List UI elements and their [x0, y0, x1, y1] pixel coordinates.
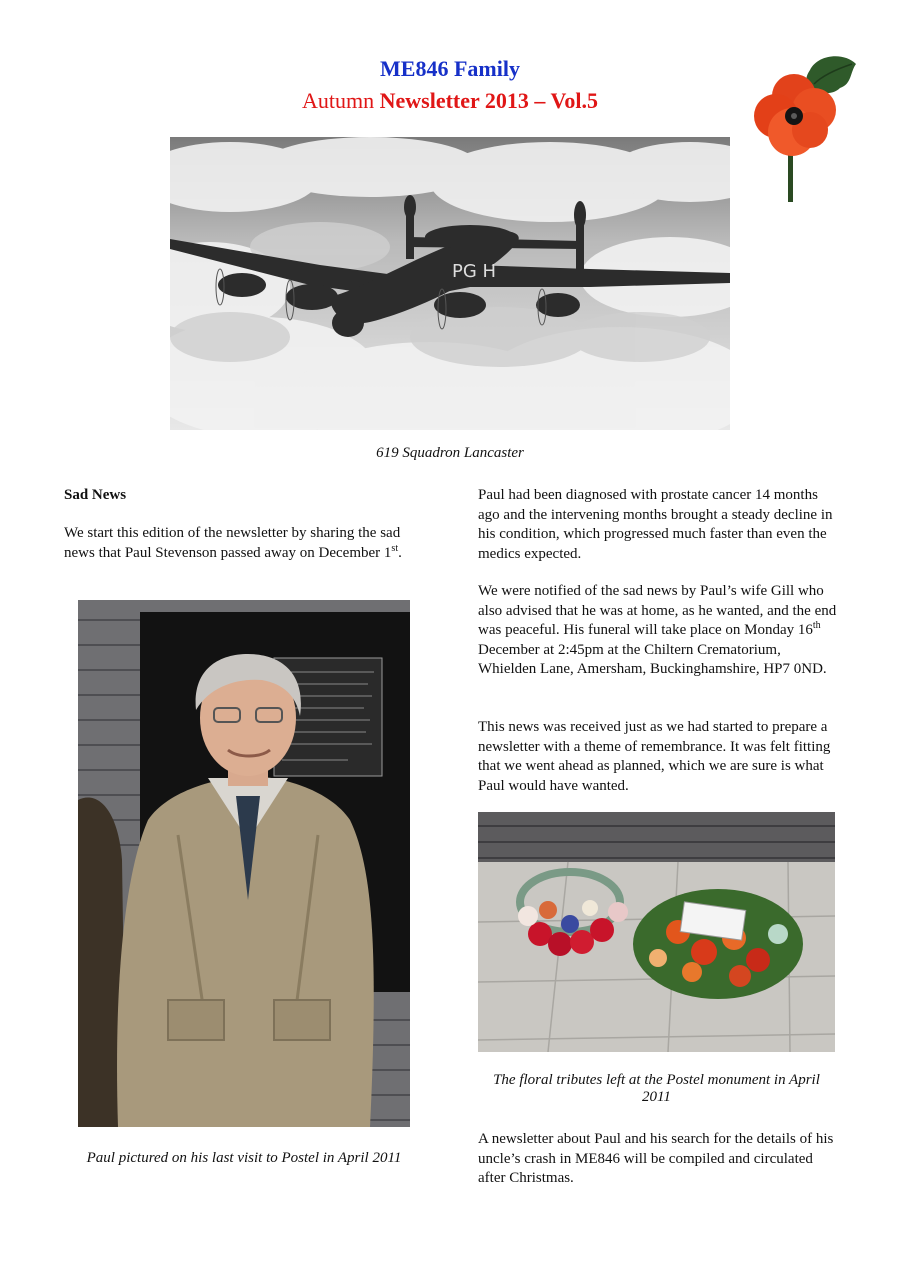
left-paragraph-1-text: We start this edition of the newsletter by sharing the sad news that Paul Stevenson passed away on December 1	[64, 525, 401, 561]
right-paragraph-2	[478, 582, 838, 680]
photo-paul-caption: Paul pictured on his last visit to Postel in April 2011	[86, 1150, 402, 1166]
photo-floral-tributes	[478, 812, 835, 1052]
ordinal-suffix: th	[812, 620, 821, 631]
subtitle-season: Autumn	[302, 88, 380, 113]
section-heading: Sad News	[64, 487, 127, 503]
hero-caption: 619 Squadron Lancaster	[376, 445, 524, 461]
aircraft-code: PG H	[452, 261, 497, 282]
right-paragraph-4: A newsletter about Paul and his search for the details of his uncle’s crash in ME846 will be compiled and circulated after Christmas.	[478, 1131, 834, 1186]
poppy-icon	[752, 50, 862, 206]
left-paragraph-1-end: .	[398, 544, 402, 561]
right-paragraph-3: This news was received just as we had started to prepare a newsletter with a theme of remembrance. It was felt fitting that we went ahead as planned, which we are sure is what Paul would have wanted.	[478, 719, 831, 794]
right-paragraph-1: Paul had been diagnosed with prostate cancer 14 months ago and the intervening months brought a steady decline in his condition, which progressed much faster than even the medics expected.	[478, 487, 833, 562]
left-paragraph-1	[64, 524, 424, 563]
hero-photo-lancaster	[170, 137, 730, 430]
photo-paul-stevenson	[78, 600, 410, 1127]
newsletter-title: ME846 Family	[380, 56, 520, 81]
subtitle-volume: Newsletter 2013 – Vol.5	[379, 88, 598, 113]
right-paragraph-2-text-b: December at 2:45pm at the Chiltern Crematorium, Whielden Lane, Amersham, Buckinghamshire, HP7 0ND.	[478, 641, 827, 677]
ordinal-suffix: st	[391, 542, 399, 554]
right-paragraph-2-text-a: We were notified of the sad news by Paul’s wife Gill who also advised that he was at home, as he wanted, and the end was peaceful. His funeral will take place on Monday 16	[478, 583, 837, 638]
photo-floral-caption: The floral tributes left at the Postel monument in April 2011	[493, 1072, 820, 1105]
